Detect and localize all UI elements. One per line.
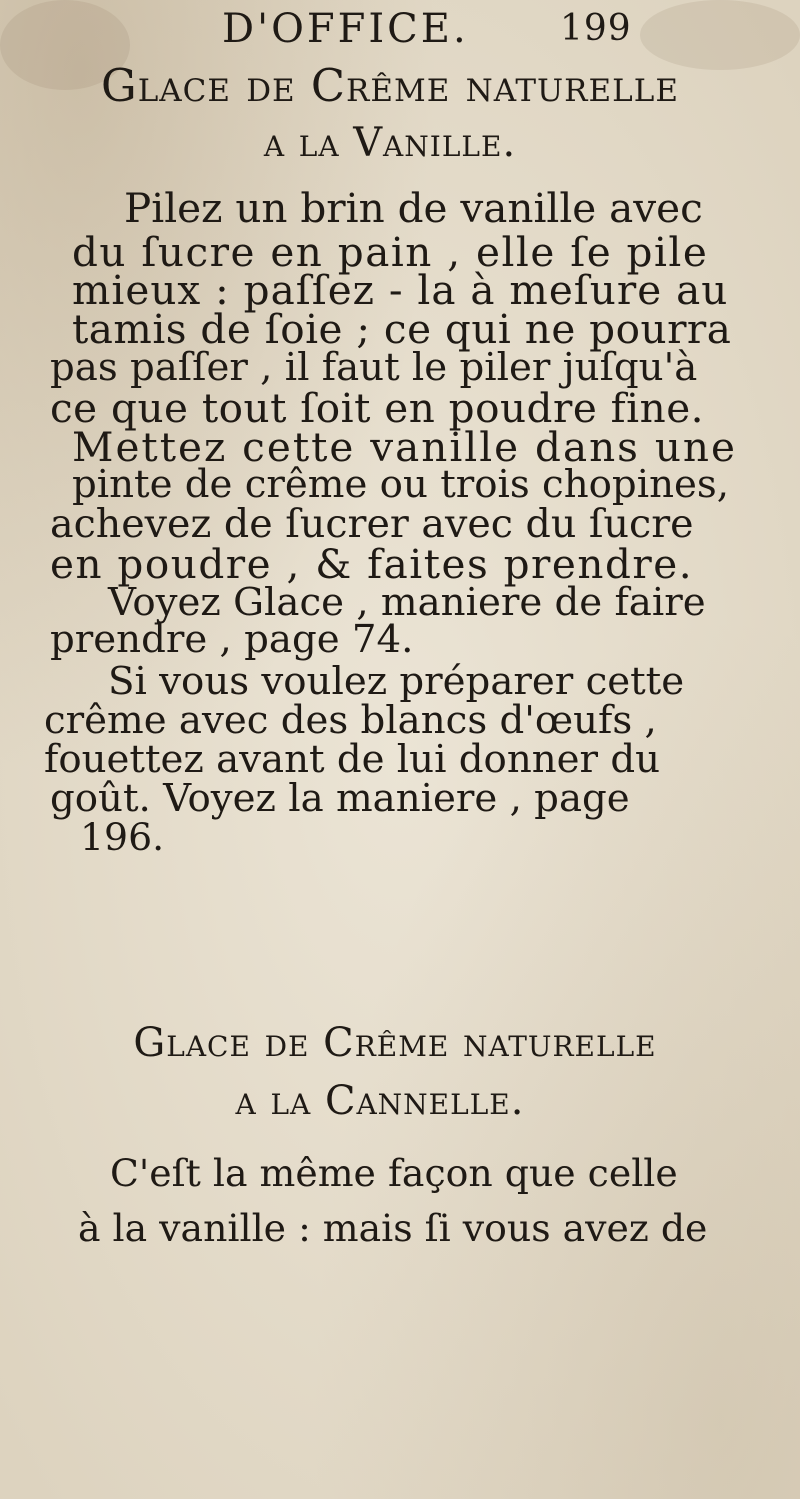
body-line: ce que tout ſoit en poudre fine. xyxy=(50,383,705,432)
body-line: Mettez cette vanille dans une xyxy=(72,423,737,472)
body-line: pinte de crême ou trois chopines, xyxy=(72,461,730,507)
body-line: C'eſt la même façon que celle xyxy=(110,1151,678,1195)
body-line: en poudre , & faites prendre. xyxy=(50,539,694,588)
body-line: goût. Voyez la maniere , page xyxy=(50,775,630,821)
body-line: 196. xyxy=(80,815,165,860)
body-line: tamis de ſoie ; ce qui ne pourra xyxy=(72,305,732,354)
recipe-title: Glace de Crême naturelle xyxy=(133,1020,657,1066)
body-line: du ſucre en pain , elle ſe pile xyxy=(72,227,709,276)
recipe-title: Glace de Crême naturelle xyxy=(101,60,679,112)
body-line: à la vanille : mais ſi vous avez de xyxy=(78,1206,708,1250)
page-number: 199 xyxy=(560,8,632,49)
body-line: Voyez Glace , maniere de faire xyxy=(108,580,706,625)
body-line: pas paſſer , il faut le piler juſqu'à xyxy=(50,344,698,390)
recipe-subtitle: a la Cannelle. xyxy=(235,1078,525,1124)
body-line: crême avec des blancs d'œufs , xyxy=(44,698,657,744)
body-line: mieux : paſſez - la à meſure au xyxy=(72,265,729,314)
recipe-subtitle: a la Vanille. xyxy=(263,120,517,166)
body-line: fouettez avant de lui donner du xyxy=(44,736,661,782)
body-line: achevez de ſucrer avec du ſucre xyxy=(50,500,694,547)
running-head-title: D'OFFICE. xyxy=(222,6,469,52)
body-line: Si vous voulez préparer cette xyxy=(108,659,685,705)
running-head xyxy=(0,4,800,60)
body-line: prendre , page 74. xyxy=(50,617,414,663)
body-line: Pilez un brin de vanille avec xyxy=(124,184,703,232)
